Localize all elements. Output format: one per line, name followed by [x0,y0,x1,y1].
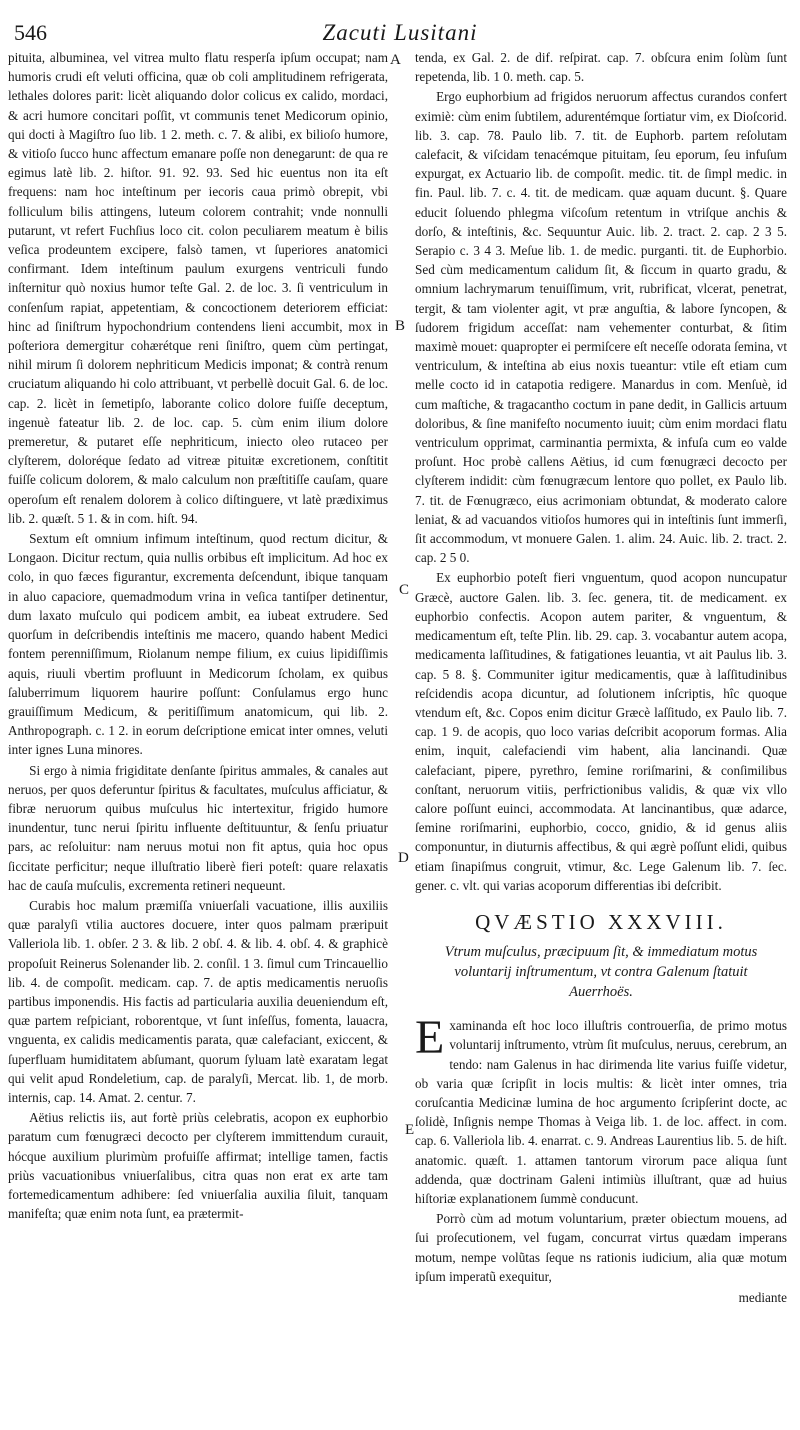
question-title: QVÆSTIO XXXVIII. [475,909,727,934]
paragraph: tenda, ex Gal. 2. de dif. reſpirat. cap. 7. obſcura enim ſolùm ſunt repetenda, lib. 1 0. meth. cap. 5. [415,50,787,85]
running-header [8,20,792,50]
paragraph: Ex euphorbio poteſt fieri vnguentum, quod acopon nuncupatur Græcè, auctore Galen. lib. 3. ſec. genera, tit. de medicament. ex euphorbio confectis. Acopon autem pariter, & vnguentum, & medicamentum eſt, teſte Plin. lib. 29. cap. 3. vocabantur autem acopa, medicamenta laſſitudines, & fatigationes leuantia, vt ait Paulus lib. 3. cap. 5 8. §. Communiter igitur medicamentis, quæ à laſſitudinibus reſcidendis acopa dicuntur, ad ſolutionem inſcriptis, hîc quoque vtendum eſt, &c. Copos enim dicitur Græcè laſſitudo, ex Paulo lib. 7. cap. 1 9. de acopis, quo loco varias deſcribit acoporum formas. Alia enim, inquit, calefaciendi vim habent, alia lancinandi. Quæ calefaciant, pipere, pyrethro, ſemine roriſmarini, & conſimilibus conſtant, neruorum vitiis, perfrictionibus validis, & quæ vix vllo calore poſſunt euinci, accommodata. At lancinantibus, quæ adarce, ſemine roriſmarini, euphorbio, cocco, gnidio, & id genus aliis componuntur, in diuturnis affectibus, & qui ægrè poſſunt elidi, quibus etiam ſinapiſmus congruit, vtimur, &c. Lege Galenum lib. 7. ſec. gener. c. vlt. qui varias acoporum differentias ibi deſcribit. [415,570,787,893]
catchword: mediante [738,1289,787,1305]
margin-letter-c: C [399,582,410,598]
question-first-paragraph [415,1011,787,1208]
margin-letter-d: D [398,850,409,866]
margin-letter-a: A [390,52,401,68]
paragraph: Aëtius relictis iis, aut fortè priùs celebratis, acopon ex euphorbio paratum cum fœnugræci decocto per clyſterem immittendum curauit, hócque auxilium plurimùm profuiſſe affirmat; intellige tamen, factis priùs vacuationibus vniuerſalibus, citra quas non erat ex arte tam fortemedicamentum adhibere: ſed vniuerſalia auxilia ſiluit, tanquam manifeſta; quæ enim nota ſunt, ea prætermit- [8,1110,388,1222]
paragraph: Porrò cùm ad motum voluntarium, præter obiectum mouens, ad ſui proſecutionem, vel fugam, concurrat virtus quædam imperans motum, nempe volũtas ſeque ns rationis iudicium, alia quæ motum ipſum imperatũ exequitur, [415,1211,787,1284]
running-title: Zacuti Lusitani [322,20,478,45]
paragraph: Curabis hoc malum præmiſſa vniuerſali vacuatione, illis auxiliis quæ paralyſi vtilia auctores docuere, inter quos palmam præripuit Valleriola lib. 1. obſer. 2 3. & lib. 2 obſ. 4. & lib. 4. obſ. 4. & graphicè propoſuit Reinerus Solenander lib. 2. conſil. 1 3. ſimul cum Trincauellio lib. 4. de compoſit. medicam. cap. 7. de aptis medicamentis neruoſis partibus imponendis. His factis ad particularia auxilia deueniendum eſt, quæ partem reſpiciant, roborentque, vt ſunt inſeſſus, fomenta, lauacra, vnguenta, ex calidis medicamentis parata, quæ calefaciant, exiccent, & ſuperfluam humiditatem abſumant, quorum ſyluam latè exaratam legat qui velit apud Rondeletium, cap. de paralyſi, Mercat. lib. 1, de morb. internis, cap. 14. Amat. 2. centur. 7. [8,897,388,1105]
paragraph: Ergo euphorbium ad frigidos neruorum affectus curandos confert eximiè: cùm enim ſubtilem, adurentémque ſortiatur vim, ex Dioſcorid. lib. 3. cap. 78. Paulo lib. 7. tit. de Euphorb. partem reſolutam calefacit, & viſcidam tenacémque pituitam, ſeu eporum, ſeu infuſum expurgat, ex Actuario lib. de compoſit. medic. tit. de ſimpl medic. in fin. Paul. lib. 7. c. 4. tit. de medicam. quæ aquam ducunt. §. Quare educit ſoluendo phlegma viſcoſum retentum in vtriſque anchis & dorſo, & inteſtinis, &c. Sequuntur Auic. lib. 2. tract. 2. cap. 2 3 5. Serapio c. 3 4 3. Meſue lib. 1. de medic. purganti. tit. de Euphorbio. Sed cùm medicamentum calidum ſit, & ſiccum in quarto gradu, & omnium lachrymarum tenuiſſimum, vrit, rubrificat, vlcerat, penetrat, tergit, & tam violenter agit, vt præ anguſtia, & labore ſyncopen, & ſudorem frigidum acceſſat: nam vehementer conturbat, & ſitim maximè mouet: quapropter ei permiſcere eſt neceſſe odorata ſemina, vt ventriculum, & inteſtina ab eius noxis tueantur: vtile eſt etiam cum melle cocto id in catapotia redigere. Manardus in com. Menſuè, id cum maſtiche, & tragacantho coctum in pane dedit, in Gallicis artuum doloribus, & ſine manifeſto nocumento iuuit; cùm enim mordaci flatu ventriculum opprimat, carminantia permixta, & infuſa cum eo valde proſunt. Hoc probè callens Aëtius, id cum fœnugræci decocto per clyſterem indidit: cùm fœnugræcum lentore quo pollet, ex Paulo lib. 7. tit. de Fœnugræco, eius acrimoniam obtundat, & moderato calore leniat, & ad vacuandos vitioſos humores qui in inteſtinis ſunt immerſi, ſit accommodum, vt monuere Galen. 1. alim. 24. Auic. lib. 2. tract. 2. cap. 2 5 0. [415,89,787,566]
left-column [8,48,388,1224]
paragraph: pituita, albuminea, vel vitrea multo flatu resperſa ipſum occupat; nam humoris crudi eſt veluti officina, quæ ob coli amplitudinem refrigerata, lethales dolores parit: licèt aliquando dolor colicus ex calido, mordaci, & acri humore concitari poſſit, vt communis tenet Medicorum opinio, qui docti à Magiſtro ſuo lib. 1 2. meth. c. 7. & alibi, ex bilioſo humore, & vitioſo ſucco hunc affectum emanare poſſe non denegarunt: de qua re egimus latè lib. 2. hiſtor. 91. 92. 93. Sed hic euentus non ita eſt frequens: nam hoc inteſtinum per iecoris caua primò obrepit, vbi folliculum bilis attingens, luteum colorem contrahit; vnde nonnulli putarunt, vt refert Fuchſius loco cit. colon peculiarem meatum è bilis veſica prodeuntem excipere, falsò tamen, vt ſuperiores anatomici confirmant. Idem inteſtinum paulum exurgens ventriculi fundo inſternitur quò noxius humor teſte Gal. 2. de loc. 3. ſi ventriculum in conſenſum rapiat, appetentiam, & concoctionem deteriorem efficiat: hinc ad ſiniſtrum hypochondrium contendens lieni accumbit, mox in poſteriora demergitur cohærétque reni ſiniſtro, quem cùm pertingat, nihil mirum ſi dolorem nephriticum Medicis imponat; & contrà renum cruciatum aliquando hi colo attribuant, vt perbellè docuit Gal. 6. de loc. cap. 2. licèt in ſemetipſo, laborante colico dolore fuiſſe deceptum, ingenuè fateatur lib. 2. de loc. cap. 5. cùm enim ilium dolore premeretur, & putaret eſſe nephriticum, iniecto oleo rutaceo per clyſterem, doloréque ſedato ad vitreæ pituitæ excretionem, conſtitit fuiſſe colicum dolorem, & malo calculum non præſtitiſſe cauſam, quare operoſum eſt renalem dolorem à colico diſtinguere, vt latè prædiximus lib. 2. quæſt. 5 1. & in com. hiſt. 94. [8,50,388,526]
paragraph: Sextum eſt omnium infimum inteſtinum, quod rectum dicitur, & Longaon. Dicitur rectum, quia nullis orbibus eſt implicitum. Ad hoc ex colo, in quo fæces figurantur, excrementa deſcendunt, ibique tanquam in aluo capaciore, quemadmodum vrina in veſica tantiſper detinentur, dum laxato muſculo qui podicem ambit, ea iubeat extrudere. Sed quorſum in deſcribendis inteſtinis me macero, quando habent Medici fontem perenniſſimum, Riolanum nempe filium, ex cuius lipidiſſimis aquis, riuuli vbertim profluunt in Medicorum ſcholam, ex quibus ſaluberrimum liquorem haurire poſſunt: Conſulamus ergo hunc grauiſſimum Medicum, & peritiſſimum anatomicum, qui lib. 2. Anthropograph. c. 1 2. in eorum deſcriptione emicat inter omnes, veluti inter ignes Luna minores. [8,531,388,758]
paragraph-text: xaminanda eſt hoc loco illuſtris controuerſia, de primo motus voluntarij inſtrumento, vtrùm ſit muſculus, neruus, cerebrum, an tendo: nam Galenus in hac dirimenda lite varius fuiſſe videtur, ob varia quæ ſcripſit in locis multis: & licèt inter omnes, tria coruſcantia Medicinæ lumina de hoc argumento ſcripſerint docte, ac ſolidè, Inſignis nempe Thomas à Veiga lib. 1. de loc. affect. in com. cap. 6. Valleriola lib. 4. enarrat. c. 9. Andreas Laurentius lib. 5. de hiſt. anatomic. quæſt. 1. attamen tantorum virorum pace aliqua ſunt addenda, quæ doctrinam Galeni intimiùs illuſtrant, quæ ad huius hiſtoriæ explanationem ſummè conducunt. [415,1018,787,1206]
right-column [415,48,787,1307]
drop-cap: E [415,1011,445,1065]
paragraph: Si ergo à nimia frigiditate denſante ſpiritus ammales, & canales aut neruos, per quos deferuntur ſpiritus & facultates, muſculus afficiatur, & fibræ neruorum quibus muſculus hic intertexitur, frigido humore inundentur, tunc nerui ſpiritu influente deſtituuntur, & ſenſu priuatur pars, ac reſoluitur: nam neruus motui non fit aptus, quia hoc opus ſiccitate perficitur; neque illuſtratio liberè fieri poteſt: quare relaxatis hac de cauſa muſculis, excrementa retineri nequeunt. [8,762,388,893]
margin-letter-b: B [395,318,406,334]
question-subtitle: Vtrum muſculus, præcipuum ſit, & immediatum motus voluntarij inſtrumentum, vt contra Galenum ſtatuit Auerrhoës. [444,944,758,1001]
page-number: 546 [14,20,47,45]
margin-letter-e: E [405,1122,415,1138]
